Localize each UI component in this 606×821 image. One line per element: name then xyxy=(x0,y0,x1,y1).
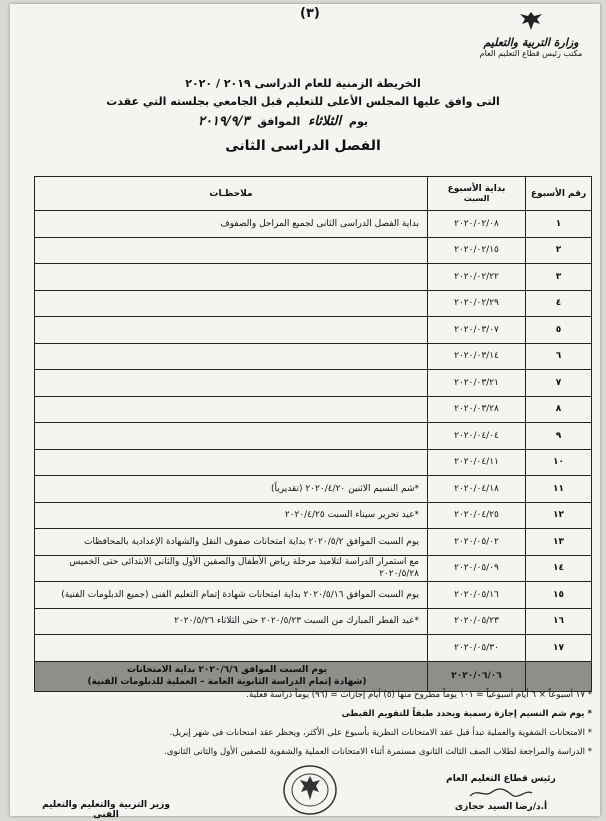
week-start-date: ٢٠٢٠/٠٤/٠٤ xyxy=(428,423,526,450)
week-number: ١١ xyxy=(526,476,592,503)
exam-note-line-1: يوم السبت الموافق ٢٠٢٠/٦/٦ بداية الامتحانات xyxy=(126,665,328,675)
week-number: ١٦ xyxy=(526,608,592,635)
week-note xyxy=(35,264,428,291)
signature-name-right: أ.د/رضا السيد حجازى xyxy=(454,802,548,812)
week-note: *شم النسيم الاثنين ٢٠٢٠/٤/٢٠ (تقديرياً) xyxy=(35,476,428,503)
week-note xyxy=(35,317,428,344)
exam-start-row xyxy=(35,661,592,691)
footnotes xyxy=(34,690,592,766)
semester-title: الفصل الدراسى الثانى xyxy=(225,138,381,154)
week-note: *عيد الفطر المبارك من السبت ٢٠٢٠/٥/٢٣ حتى الثلاثاء ٢٠٢٠/٥/٢٦ xyxy=(35,608,428,635)
header-start xyxy=(428,177,526,211)
week-number: ٧ xyxy=(526,370,592,397)
week-number: ١ xyxy=(526,211,592,238)
week-number: ١٥ xyxy=(526,582,592,609)
table-row xyxy=(35,502,592,529)
week-note xyxy=(35,396,428,423)
week-start-date: ٢٠٢٠/٠٤/١٨ xyxy=(428,476,526,503)
week-start-date: ٢٠٢٠/٠٣/٢٨ xyxy=(428,396,526,423)
table-row xyxy=(35,423,592,450)
table-row xyxy=(35,449,592,476)
week-start-date: ٢٠٢٠/٠٢/٠٨ xyxy=(428,211,526,238)
table-row xyxy=(35,317,592,344)
week-number: ٦ xyxy=(526,343,592,370)
office-name: مكتب رئيس قطاع التعليم العام xyxy=(479,49,583,58)
table-row xyxy=(35,529,592,556)
week-note: مع استمرار الدراسة لتلاميذ مرحلة رياض الأطفال والصفين الأول والثانى الابتدائى حتى الخميس ٢٠٢٠/٥/٢٨ xyxy=(35,555,428,582)
exam-note xyxy=(35,661,428,691)
schedule-table xyxy=(34,176,592,692)
table-row xyxy=(35,343,592,370)
week-start-date: ٢٠٢٠/٠٤/١١ xyxy=(428,449,526,476)
header-start-label: بداية الأسبوع xyxy=(447,184,506,194)
day-value: الثلاثاء xyxy=(308,114,342,129)
table-row xyxy=(35,582,592,609)
day-label: يوم xyxy=(348,115,368,128)
document-titles xyxy=(38,76,568,154)
exam-start-date: ٢٠٢٠/٠٦/٠٦ xyxy=(428,661,526,691)
signature-title-right: رئيس قطاع التعليم العام xyxy=(446,774,556,784)
signature-title-left: وزير التربية والتعليم والتعليم الفنى xyxy=(42,800,170,820)
table-row xyxy=(35,290,592,317)
week-number: ١٤ xyxy=(526,555,592,582)
letterhead xyxy=(476,10,586,59)
signature-block-right xyxy=(436,774,566,812)
table-row xyxy=(35,396,592,423)
week-number: ٤ xyxy=(526,290,592,317)
table-row xyxy=(35,370,592,397)
header-notes: ملاحظـات xyxy=(35,177,428,211)
table-row xyxy=(35,476,592,503)
header-week: رقم الأسبوع xyxy=(526,177,592,211)
footnote: * ١٧ أسبوعاً × ٦ أيام أسبوعياً = ١٠١ يوماً مطروح منها (٥) أيام إجازات = (٩٦) يوماً دراسة فعلية. xyxy=(246,690,592,700)
title-line-1: الخريطة الزمنية للعام الدراسى ٢٠١٩ / ٢٠٢٠ xyxy=(185,77,421,90)
week-note xyxy=(35,370,428,397)
week-number: ١٧ xyxy=(526,635,592,662)
week-note: بداية الفصل الدراسى الثانى لجميع المراحل والصفوف xyxy=(35,211,428,238)
week-number: ١٢ xyxy=(526,502,592,529)
week-start-date: ٢٠٢٠/٠٥/٠٩ xyxy=(428,555,526,582)
handwritten-signature-icon xyxy=(466,786,536,800)
week-start-date: ٢٠٢٠/٠٥/١٦ xyxy=(428,582,526,609)
week-number: ١٠ xyxy=(526,449,592,476)
week-number: ١٣ xyxy=(526,529,592,556)
week-start-date: ٢٠٢٠/٠٢/١٥ xyxy=(428,237,526,264)
week-start-date: ٢٠٢٠/٠٢/٢٢ xyxy=(428,264,526,291)
footnote: * الدراسة والمراجعة لطلاب الصف الثالث الثانوى مستمرة أثناء الامتحانات العملية والشفوية للصفين الأول والثانى الثانوى. xyxy=(164,747,592,757)
week-note: *عيد تحرير سيناء السبت ٢٠٢٠/٤/٢٥ xyxy=(35,502,428,529)
week-start-date: ٢٠٢٠/٠٣/١٤ xyxy=(428,343,526,370)
week-note: يوم السبت الموافق ٢٠٢٠/٥/١٦ بداية امتحانات شهادة إتمام التعليم الفنى (جميع الدبلومات الفنية) xyxy=(35,582,428,609)
exam-note-line-2: (شهادة إتمام الدراسة الثانوية العامة – العملية للدبلومات الفنية) xyxy=(87,677,367,687)
week-number: ٨ xyxy=(526,396,592,423)
footnote: * يوم شم النسيم إجازة رسمية ويحدد طبقاً للتقويم القبطى xyxy=(341,709,592,719)
document-page xyxy=(10,4,600,820)
eagle-emblem-icon xyxy=(516,10,546,32)
table-row xyxy=(35,237,592,264)
week-number: ٣ xyxy=(526,264,592,291)
table-row xyxy=(35,608,592,635)
week-start-date: ٢٠٢٠/٠٤/٢٥ xyxy=(428,502,526,529)
meeting-date-line xyxy=(38,113,568,130)
week-start-date: ٢٠٢٠/٠٥/٠٢ xyxy=(428,529,526,556)
table-row xyxy=(35,555,592,582)
date-value: ٢٠١٩/٩/٣ xyxy=(197,114,250,129)
week-note xyxy=(35,290,428,317)
title-line-2: التى وافق عليها المجلس الأعلى للتعليم قبل الجامعي بجلسته التي عقدت xyxy=(106,95,500,108)
footnote: * الامتحانات الشفوية والعملية تبدأ قبل عقد الامتحانات النظرية بأسبوع على الأكثر، ويحظر عقد امتحانات فى شهر إبريل. xyxy=(169,728,592,738)
week-start-date: ٢٠٢٠/٠٣/٢١ xyxy=(428,370,526,397)
week-start-date: ٢٠٢٠/٠٥/٣٠ xyxy=(428,635,526,662)
week-note xyxy=(35,343,428,370)
week-note xyxy=(35,423,428,450)
table-row xyxy=(35,635,592,662)
week-start-date: ٢٠٢٠/٠٢/٢٩ xyxy=(428,290,526,317)
week-note: يوم السبت الموافق ٢٠٢٠/٥/٢ بداية امتحانات صفوف النقل والشهادة الإعدادية بالمحافظات xyxy=(35,529,428,556)
week-note xyxy=(35,635,428,662)
table-row xyxy=(35,264,592,291)
header-start-sub: السبت xyxy=(463,194,490,203)
ministry-name: وزارة التربية والتعليم xyxy=(483,36,579,49)
week-number: ٢ xyxy=(526,237,592,264)
table-header-row xyxy=(35,177,592,211)
week-start-date: ٢٠٢٠/٠٥/٢٣ xyxy=(428,608,526,635)
week-number: ٥ xyxy=(526,317,592,344)
week-note xyxy=(35,237,428,264)
week-note xyxy=(35,449,428,476)
week-number xyxy=(526,661,592,691)
corresponding-label: الموافق xyxy=(257,115,301,128)
page-number: (٣) xyxy=(300,6,320,21)
week-number: ٩ xyxy=(526,423,592,450)
table-row xyxy=(35,211,592,238)
week-start-date: ٢٠٢٠/٠٣/٠٧ xyxy=(428,317,526,344)
official-seal-icon xyxy=(280,762,340,818)
